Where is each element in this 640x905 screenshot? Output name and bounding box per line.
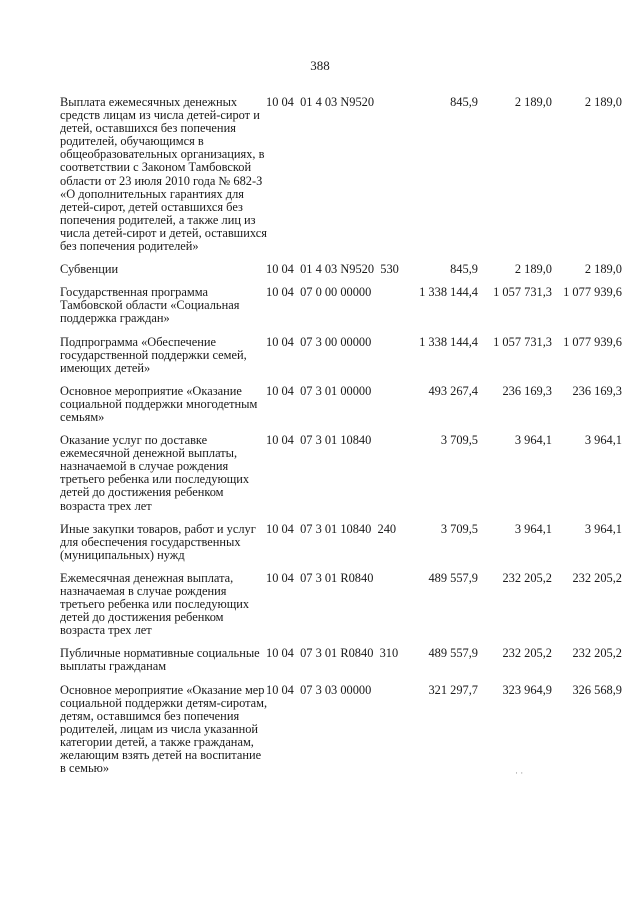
table-row xyxy=(0,523,640,562)
table-row xyxy=(0,96,640,253)
table-row xyxy=(0,336,640,375)
row-name: Основное мероприятие «Оказание мер социальной поддержки детям-сиротам, детям, оставшимся без попечения родителей, лицам из числа указанной категории детей, а также гражданам, желающим взять детей на воспитание в семью» xyxy=(60,682,268,776)
row-value-1: 489 557,9 xyxy=(428,646,478,661)
row-code: 10 04 07 0 00 00000 xyxy=(266,285,372,300)
page-number: 388 xyxy=(310,58,330,73)
table-row xyxy=(0,263,640,276)
row-value-1: 321 297,7 xyxy=(428,682,478,697)
row-value-2: 2 189,0 xyxy=(514,262,552,277)
row-value-3: 236 169,3 xyxy=(572,383,622,398)
row-value-1: 845,9 xyxy=(450,95,478,109)
row-value-2: 2 189,0 xyxy=(514,95,552,109)
row-code: 10 04 07 3 01 R0840 310 xyxy=(266,646,399,661)
row-value-3: 232 205,2 xyxy=(572,570,622,585)
row-name: Публичные нормативные социальные выплаты гражданам xyxy=(60,646,260,674)
row-value-3: 232 205,2 xyxy=(572,646,622,661)
row-value-1: 3 709,5 xyxy=(440,521,478,536)
table-row xyxy=(0,647,640,673)
table-row xyxy=(0,286,640,325)
row-value-2: 1 057 731,3 xyxy=(493,334,552,349)
row-name: Государственная программа Тамбовской области «Социальная поддержка граждан» xyxy=(60,285,240,326)
row-value-1: 845,9 xyxy=(450,262,478,277)
table-row xyxy=(0,385,640,424)
row-value-3: 2 189,0 xyxy=(584,95,622,109)
row-code: 10 04 07 3 00 00000 xyxy=(266,334,372,349)
row-code: 10 04 01 4 03 N9520 530 xyxy=(266,262,399,277)
row-value-3: 1 077 939,6 xyxy=(563,285,622,300)
row-value-2: 323 964,9 xyxy=(502,682,552,697)
row-value-3: 326 568,9 xyxy=(572,682,622,697)
row-value-2: 1 057 731,3 xyxy=(493,285,552,300)
row-name: Субвенции xyxy=(60,262,119,277)
row-value-3: 1 077 939,6 xyxy=(563,334,622,349)
row-code: 10 04 07 3 01 00000 xyxy=(266,383,372,398)
row-name: Ежемесячная денежная выплата, назначаемая в случае рождения третьего ребенка или последующих детей до достижения ребенком возраста трех лет xyxy=(60,570,250,638)
table-row xyxy=(0,434,640,513)
row-code: 10 04 01 4 03 N9520 xyxy=(266,95,375,109)
row-value-2: 3 964,1 xyxy=(514,521,552,536)
table-row xyxy=(0,572,640,637)
row-name: Подпрограмма «Обеспечение государственной поддержки семей, имеющих детей» xyxy=(60,334,247,375)
row-value-1: 489 557,9 xyxy=(428,570,478,585)
row-name: Оказание услуг по доставке ежемесячной денежной выплаты, назначаемой в случае рождения третьего ребенка или последующих детей до достижения ребенком возраста трех лет xyxy=(60,433,250,513)
row-value-2: 232 205,2 xyxy=(502,646,552,661)
row-value-2: 3 964,1 xyxy=(514,433,552,448)
row-code: 10 04 07 3 01 10840 xyxy=(266,433,372,448)
row-name: Выплата ежемесячных денежных средств лицам из числа детей-сирот и детей, оставшихся без попечения родителей, обучающимся в общеобразовательных организациях, в соответствии с Законом Тамбовской области от 23 июля 2010 года № 682-З «О дополнительных гарантиях для детей-сирот, детей оставшихся без попечения родителей, а также лиц из числа детей-сирот и детей, оставшихся без попечения родителей» xyxy=(60,95,267,254)
row-code: 10 04 07 3 01 R0840 xyxy=(266,570,374,585)
row-value-1: 1 338 144,4 xyxy=(419,334,478,349)
row-value-3: 3 964,1 xyxy=(584,521,622,536)
row-value-2: 232 205,2 xyxy=(502,570,552,585)
row-value-1: 3 709,5 xyxy=(440,433,478,448)
row-value-1: 1 338 144,4 xyxy=(419,285,478,300)
row-value-1: 493 267,4 xyxy=(428,383,478,398)
row-value-3: 3 964,1 xyxy=(584,433,622,448)
row-value-2: 236 169,3 xyxy=(502,383,552,398)
row-value-3: 2 189,0 xyxy=(584,262,622,277)
row-code: 10 04 07 3 01 10840 240 xyxy=(266,521,397,536)
row-code: 10 04 07 3 03 00000 xyxy=(266,682,372,697)
scan-speck: · · xyxy=(515,768,524,778)
row-name: Иные закупки товаров, работ и услуг для обеспечения государственных (муниципальных) нужд xyxy=(60,521,256,562)
table-row xyxy=(0,684,640,776)
row-name: Основное мероприятие «Оказание социальной поддержки многодетным семьям» xyxy=(60,383,258,424)
budget-table xyxy=(0,96,640,785)
